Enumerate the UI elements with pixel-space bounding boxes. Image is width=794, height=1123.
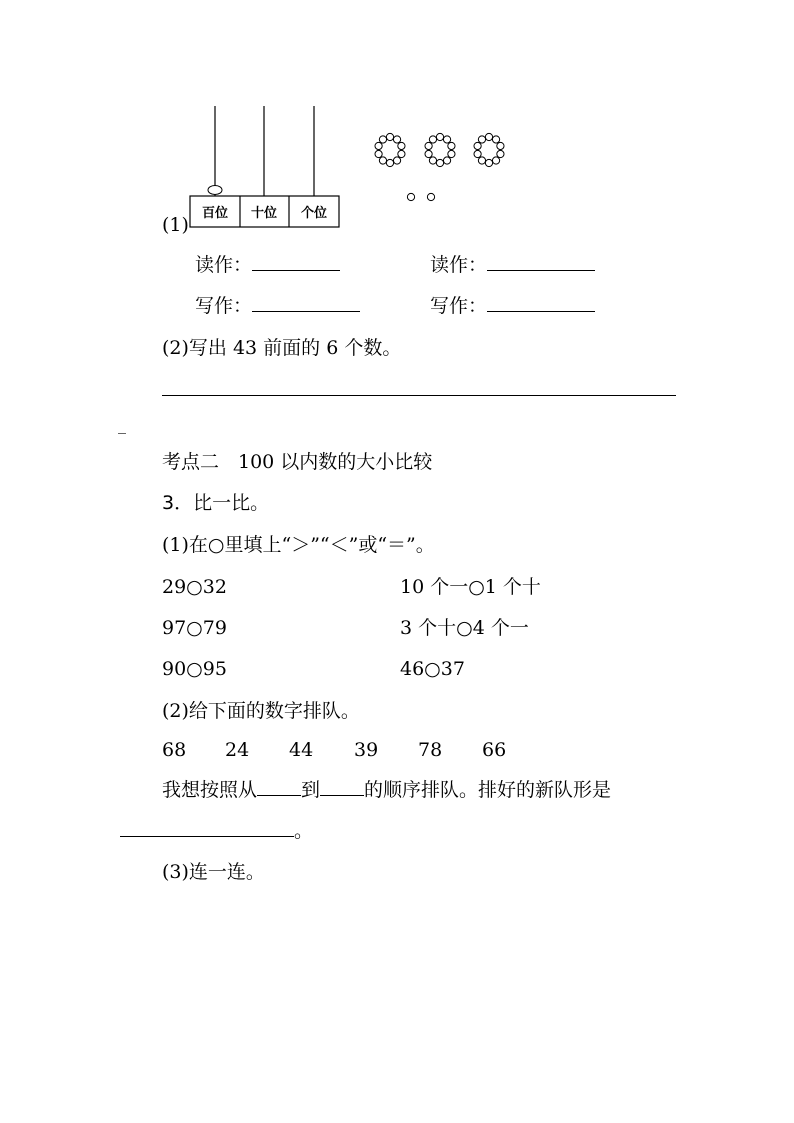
dot	[379, 157, 386, 164]
dot	[436, 133, 443, 140]
number-item: 24	[225, 739, 250, 761]
stray-mark: _	[118, 415, 126, 434]
compare-item-right-1: 10 个一○1 个十	[400, 576, 541, 598]
answer-blank[interactable]	[252, 252, 340, 271]
ten-dot-ring	[474, 133, 504, 166]
dot	[436, 159, 443, 166]
compare-item-left-2: 97○79	[162, 617, 227, 639]
dot-groups-figure	[365, 128, 515, 210]
abacus-figure	[185, 100, 345, 232]
dot	[474, 150, 481, 157]
answer-blank[interactable]	[487, 293, 595, 312]
single-dot	[407, 193, 414, 200]
dot	[497, 150, 504, 157]
dot	[478, 157, 485, 164]
dot	[379, 136, 386, 143]
q3-title: 3．比一比。	[162, 492, 270, 514]
dot	[386, 159, 393, 166]
answer-blank[interactable]	[120, 818, 294, 837]
dot	[386, 133, 393, 140]
number-item: 66	[482, 739, 507, 761]
q1-label: (1)	[162, 214, 189, 236]
section-title: 考点二 100 以内数的大小比较	[162, 451, 433, 473]
q2-answer-line[interactable]	[162, 395, 676, 396]
dot	[425, 142, 432, 149]
place-label-ones: 个位	[300, 206, 328, 221]
place-label-hundreds: 百位	[201, 206, 229, 221]
dot	[474, 142, 481, 149]
number-item: 78	[418, 739, 443, 761]
compare-item-left-3: 90○95	[162, 658, 227, 680]
order-answer: 。	[120, 818, 313, 843]
compare-item-right-3: 46○37	[400, 658, 465, 680]
write-label-right: 写作：	[430, 293, 595, 318]
dot	[485, 159, 492, 166]
dot	[398, 150, 405, 157]
compare-item-left-1: 29○32	[162, 576, 227, 598]
q2-text: (2)写出 43 前面的 6 个数。	[162, 337, 402, 359]
dot	[425, 150, 432, 157]
abacus-bead	[208, 186, 222, 195]
dot	[478, 136, 485, 143]
read-label-right: 读作：	[430, 252, 595, 277]
answer-blank[interactable]	[252, 293, 360, 312]
dot	[485, 133, 492, 140]
compare-item-right-2: 3 个十○4 个一	[400, 617, 529, 639]
place-label-tens: 十位	[250, 206, 278, 221]
dot	[492, 157, 499, 164]
ten-dot-ring	[425, 133, 455, 166]
dot	[497, 142, 504, 149]
dot	[429, 157, 436, 164]
read-label-left: 读作：	[195, 252, 340, 277]
answer-blank[interactable]	[487, 252, 595, 271]
dot	[443, 136, 450, 143]
q3-part3-instruction: (3)连一连。	[162, 861, 265, 883]
answer-blank[interactable]	[320, 777, 364, 796]
order-sentence: 我想按照从 到 的顺序排队。排好的新队形是	[162, 779, 612, 801]
dot	[393, 136, 400, 143]
dot	[398, 142, 405, 149]
dot	[429, 136, 436, 143]
number-item: 68	[162, 739, 187, 761]
dot	[448, 150, 455, 157]
write-label-left: 写作：	[195, 293, 360, 318]
dot	[443, 157, 450, 164]
q3-part1-instruction: (1)在○里填上“＞”“＜”或“＝”。	[162, 534, 435, 556]
ten-dot-ring	[375, 133, 405, 166]
number-item: 44	[289, 739, 314, 761]
dot	[448, 142, 455, 149]
dot	[375, 150, 382, 157]
answer-blank[interactable]	[257, 777, 301, 796]
dot	[492, 136, 499, 143]
number-item: 39	[354, 739, 379, 761]
dot	[393, 157, 400, 164]
q3-part2-instruction: (2)给下面的数字排队。	[162, 700, 360, 722]
single-dot	[427, 193, 434, 200]
dot	[375, 142, 382, 149]
